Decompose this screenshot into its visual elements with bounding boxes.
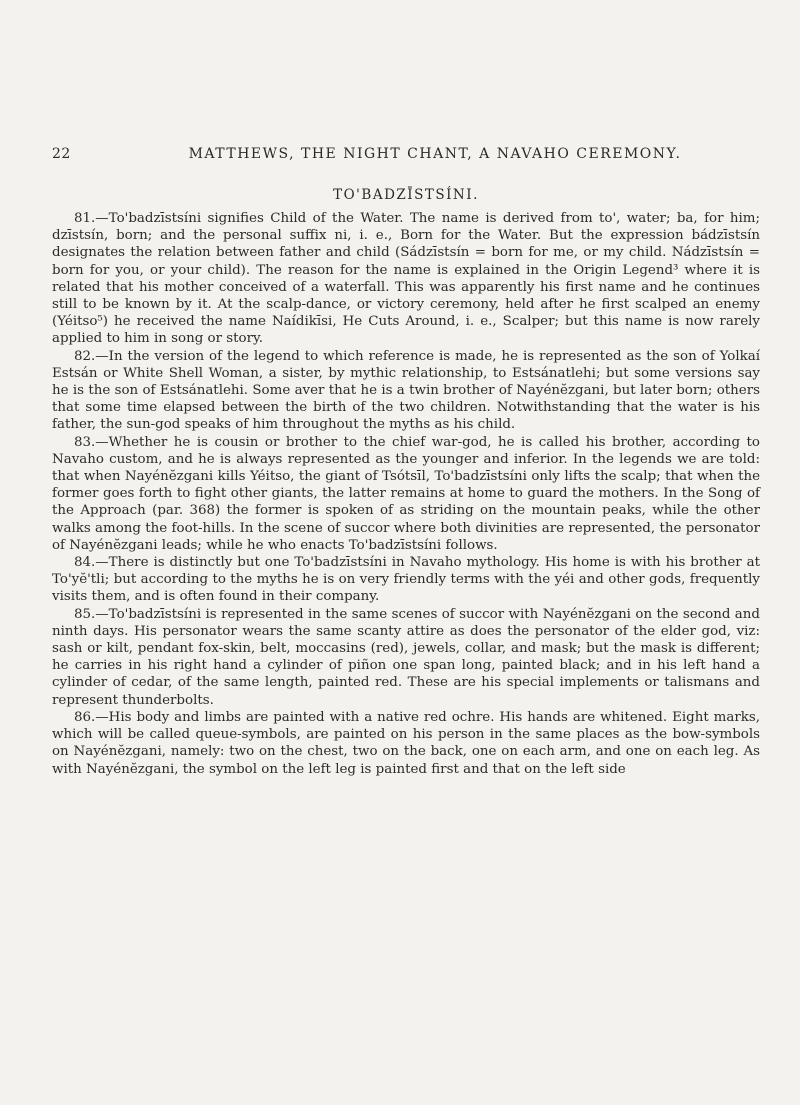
- running-head: MATTHEWS, THE NIGHT CHANT, A NAVAHO CEREMONY.: [188, 146, 682, 162]
- paragraph-85: 85.—To'badzīstsíni is represented in the same scenes of succor with Nayénĕzgani on the second and ninth days. His personator wears the same scanty attire as does the personator of the elder god, viz: sash or kilt, pendant fox-skin, belt, moccasins (red), jewels, collar, and mask; but the mask is different; he carries in his right hand a cylinder of piñon one span long, painted black; and in his left hand a cylinder of cedar, of the same length, painted red. These are his special implements or talismans and represent thunderbolts.: [52, 606, 760, 708]
- paragraph-84: 84.—There is distinctly but one To'badzīstsíni in Navaho mythology. His home is with his brother at To'yĕ'tli; but according to the myths he is on very friendly terms with the yéi and other gods, frequently visits them, and is often found in their company.: [52, 555, 760, 605]
- section-title: TO'BADZĪSTSÍNI.: [333, 187, 479, 203]
- paragraph-81: 81.—To'badzīstsíni signifies Child of the Water. The name is derived from to', water; ba, for him; dzīstsín, born; and the personal suffix ni, i. e., Born for the Water. But the expression bádzīstsín designates the relation between father and child (Sádzīstsín = born for me, or my child. Nádzīstsín = born for you, or your child). The reason for the name is explained in the Origin Legend³ where it is related that his mother conceived of a waterfall. This was apparently his first name and he continues still to be known by it. At the scalp-dance, or victory ceremony, held after he first scalped an enemy (Yéitso⁵) he received the name Naídikīsi, He Cuts Around, i. e., Scalper; but this name is now rarely applied to him in song or story.: [52, 211, 760, 347]
- paragraph-83: 83.—Whether he is cousin or brother to the chief war-god, he is called his brother, according to Navaho custom, and he is always represented as the younger and inferior. In the legends we are told: that when Nayénĕzgani kills Yéitso, the giant of Tsótsīl, To'badzīstsíni only lifts the scalp; that when the former goes forth to fight other giants, the latter remains at home to guard the mothers. In the Song of the Approach (par. 368) the former is spoken of as striding on the mountain peaks, while the other walks among the foot-hills. In the scene of succor where both divinities are represented, the personator of Nayénĕzgani leads; while he who enacts To'badzīstsíni follows.: [52, 434, 760, 553]
- paragraph-86: 86.—His body and limbs are painted with a native red ochre. His hands are whitened. Eight marks, which will be called queue-symbols, are painted on his person in the same places as the bow-symbols on Nayénĕzgani, namely: two on the chest, two on the back, one on each arm, and one on each leg. As with Nayénĕzgani, the symbol on the left leg is painted first and that on the left side: [52, 709, 760, 777]
- body-text: [52, 210, 760, 778]
- page-number: 22: [52, 146, 71, 162]
- paragraph-82: 82.—In the version of the legend to which reference is made, he is represented as the son of Yolkaí Estsán or White Shell Woman, a sister, by mythic relationship, to Estsánatlehi; but some versions say he is the son of Estsánatlehi. Some aver that he is a twin brother of Nayénĕzgani, but later born; others that some time elapsed between the birth of the two children. Notwithstanding that the water is his father, the sun-god speaks of him throughout the myths as his child.: [52, 348, 760, 433]
